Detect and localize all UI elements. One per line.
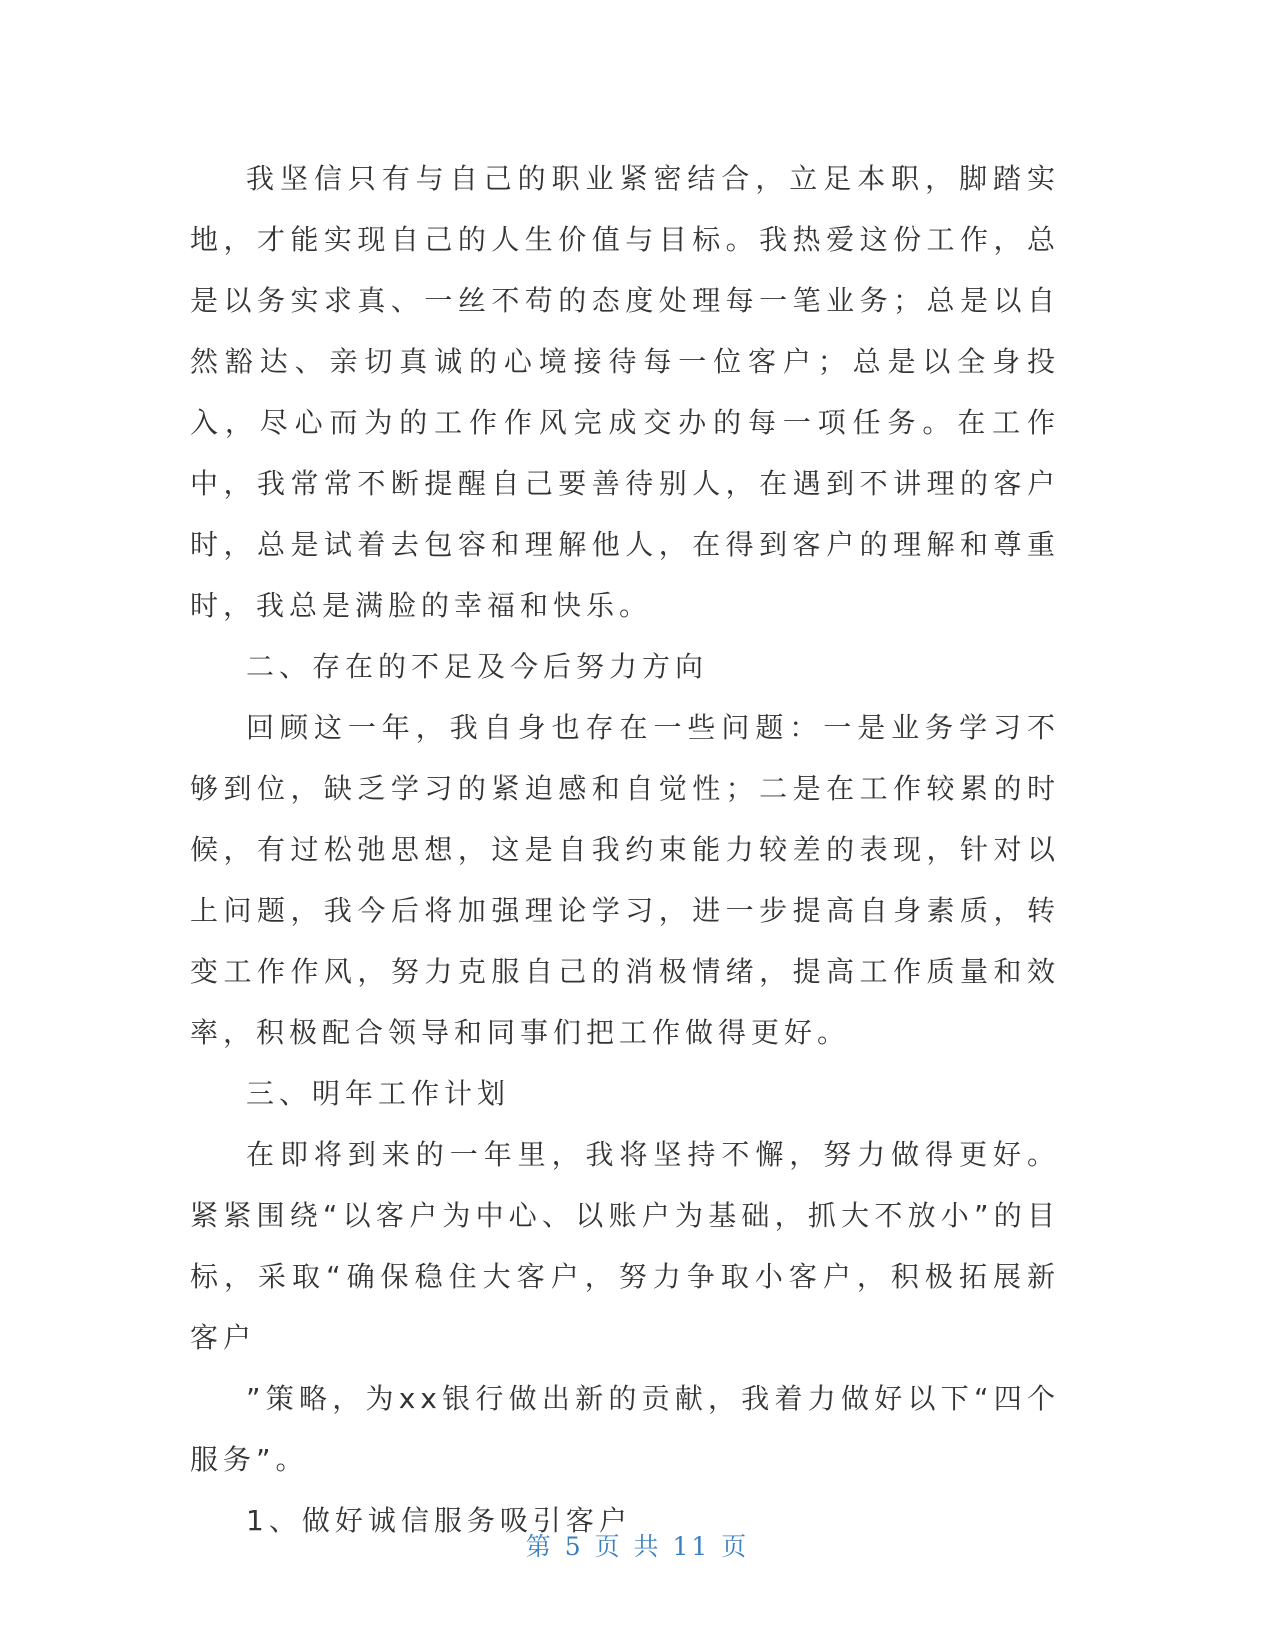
body-paragraph-4: ”策略，为xx银行做出新的贡献，我着力做好以下“四个服务”。 (190, 1382, 1060, 1476)
document-body (190, 148, 1060, 1551)
section-heading-3: 三、明年工作计划 (246, 1077, 511, 1110)
body-paragraph-2: 回顾这一年，我自身也存在一些问题：一是业务学习不够到位，缺乏学习的紧迫感和自觉性；二是在工作较累的时候，有过松弛思想，这是自我约束能力较差的表现，针对以上问题，我今后将加强理论学习，进一步提高自身素质，转变工作作风，努力克服自己的消极情绪，提高工作质量和效率，积极配合领导和同事们把工作做得更好。 (190, 711, 1060, 1049)
body-paragraph-3: 在即将到来的一年里，我将坚持不懈，努力做得更好。紧紧围绕“以客户为中心、以账户为基础，抓大不放小”的目标，采取“确保稳住大客户，努力争取小客户，积极拓展新客户 (190, 1138, 1060, 1354)
list-item-1: 1、做好诚信服务吸引客户 (246, 1504, 632, 1537)
section-heading-2: 二、存在的不足及今后努力方向 (246, 650, 709, 683)
body-paragraph-1: 我坚信只有与自己的职业紧密结合，立足本职，脚踏实地，才能实现自己的人生价值与目标。我热爱这份工作，总是以务实求真、一丝不苟的态度处理每一笔业务；总是以自然豁达、亲切真诚的心境接待每一位客户；总是以全身投入，尽心而为的工作作风完成交办的每一项任务。在工作中，我常常不断提醒自己要善待别人，在遇到不讲理的客户时，总是试着去包容和理解他人，在得到客户的理解和尊重时，我总是满脸的幸福和快乐。 (190, 162, 1060, 622)
page-number-label: 第 5 页 共 11 页 (525, 1532, 750, 1561)
page-footer (0, 1527, 1275, 1563)
